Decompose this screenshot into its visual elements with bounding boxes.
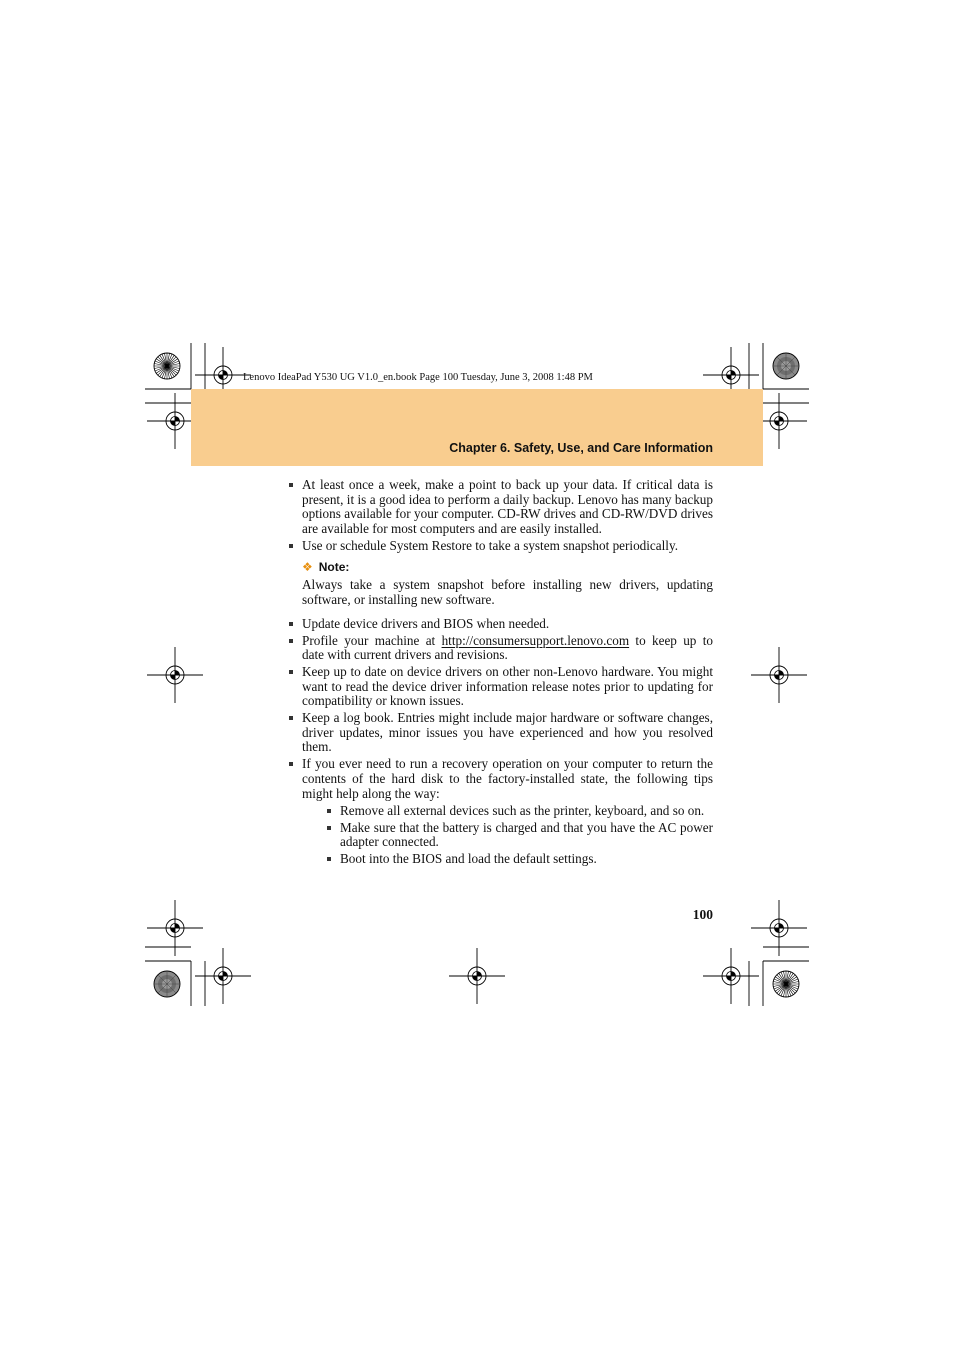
body-content (302, 478, 713, 869)
chapter-title: Chapter 6. Safety, Use, and Care Information (449, 441, 713, 455)
list-item: Keep a log book. Entries might include major hardware or software changes, driver updates, minor issues you have experienced and how you resolved them. (302, 710, 713, 755)
chapter-header-band (191, 389, 763, 466)
note-label: Note: (318, 560, 350, 575)
list-item: Profile your machine at http://consumersupport.lenovo.com to keep up to date with current drivers and revisions. (302, 632, 713, 663)
list-item-text: If you ever need to run a recovery operation on your computer to return the contents of the hard disk to the factory-installed state, the following tips might help along the way: (302, 756, 713, 801)
book-slug-line: Lenovo IdeaPad Y530 UG V1.0_en.book Page 100 Tuesday, June 3, 2008 1:48 PM (243, 372, 593, 383)
sub-list-item: Remove all external devices such as the printer, keyboard, and so on. (340, 804, 713, 819)
list-item: At least once a week, make a point to back up your data. If critical data is present, it is a good idea to perform a daily backup. Lenovo has many backup options available for your computer. CD-RW drives and CD-RW/DVD drives are available for most computers and are easily installed. (302, 477, 713, 536)
consumer-support-link[interactable]: http://consumersupport.lenovo.com (441, 632, 630, 648)
note-text: Always take a system snapshot before installing new drivers, updating software, or installing new software. (302, 577, 713, 607)
list-item: Update device drivers and BIOS when needed. (302, 617, 713, 632)
list-item (302, 539, 713, 608)
list-item (302, 757, 713, 866)
sub-list-item: Boot into the BIOS and load the default settings. (340, 852, 713, 867)
diamond-cluster-icon: ❖ (302, 560, 313, 575)
list-item: Keep up to date on device drivers on other non-Lenovo hardware. You might want to read the device driver information release notes prior to updating for compatibility or known issues. (302, 664, 713, 709)
sub-list-item: Make sure that the battery is charged and that you have the AC power adapter connected. (340, 819, 713, 850)
tips-list (302, 478, 713, 867)
note-block (302, 559, 713, 607)
page-number: 100 (692, 907, 713, 922)
list-item-text: Use or schedule System Restore to take a system snapshot periodically. (302, 537, 679, 553)
recovery-tips-list (302, 804, 713, 867)
